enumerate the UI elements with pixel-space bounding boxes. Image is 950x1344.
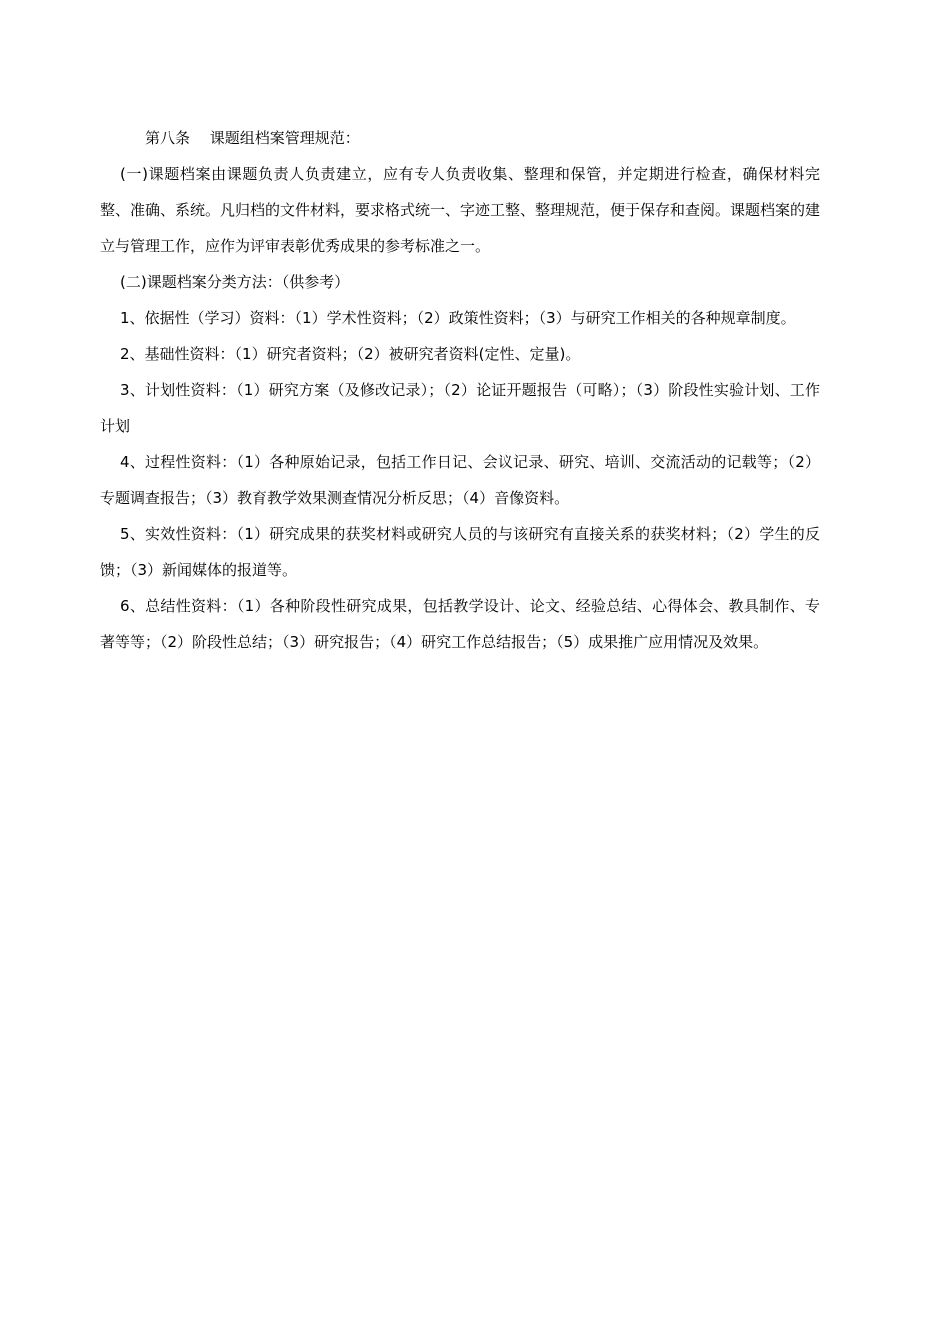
paragraph-archive-responsibility: (一)课题档案由课题负责人负责建立，应有专人负责收集、整理和保管，并定期进行检查，确保材料完整、准确、系统。凡归档的文件材料，要求格式统一、字迹工整、整理规范，便于保存和查阅。课题档案的建立与管理工作，应作为评审表彰优秀成果的参考标准之一。 (100, 165, 821, 255)
paragraph-foundation-materials: 2、基础性资料：（1）研究者资料；（2）被研究者资料(定性、定量)。 (120, 345, 581, 363)
paragraph-basis-materials: 1、依据性（学习）资料：（1）学术性资料；（2）政策性资料；（3）与研究工作相关的各种规章制度。 (120, 309, 796, 327)
article-heading: 第八条 课题组档案管理规范： (145, 129, 360, 147)
paragraph-process-materials: 4、过程性资料：（1）各种原始记录，包括工作日记、会议记录、研究、培训、交流活动的记载等；（2）专题调查报告；（3）教育教学效果测查情况分析反思；（4）音像资料。 (100, 453, 820, 507)
paragraph-effect-materials: 5、实效性资料：（1）研究成果的获奖材料或研究人员的与该研究有直接关系的获奖材料；（2）学生的反馈；（3）新闻媒体的报道等。 (100, 525, 820, 579)
document-body (100, 120, 820, 660)
paragraph-plan-materials: 3、计划性资料：（1）研究方案（及修改记录）；（2）论证开题报告（可略）；（3）阶段性实验计划、工作计划 (100, 381, 820, 435)
paragraph-summary-materials: 6、总结性资料：（1）各种阶段性研究成果，包括教学设计、论文、经验总结、心得体会、教具制作、专著等等；（2）阶段性总结；（3）研究报告；（4）研究工作总结报告；（5）成果推广应用情况及效果。 (100, 597, 820, 651)
paragraph-classification-title: (二)课题档案分类方法：（供参考） (120, 273, 350, 291)
